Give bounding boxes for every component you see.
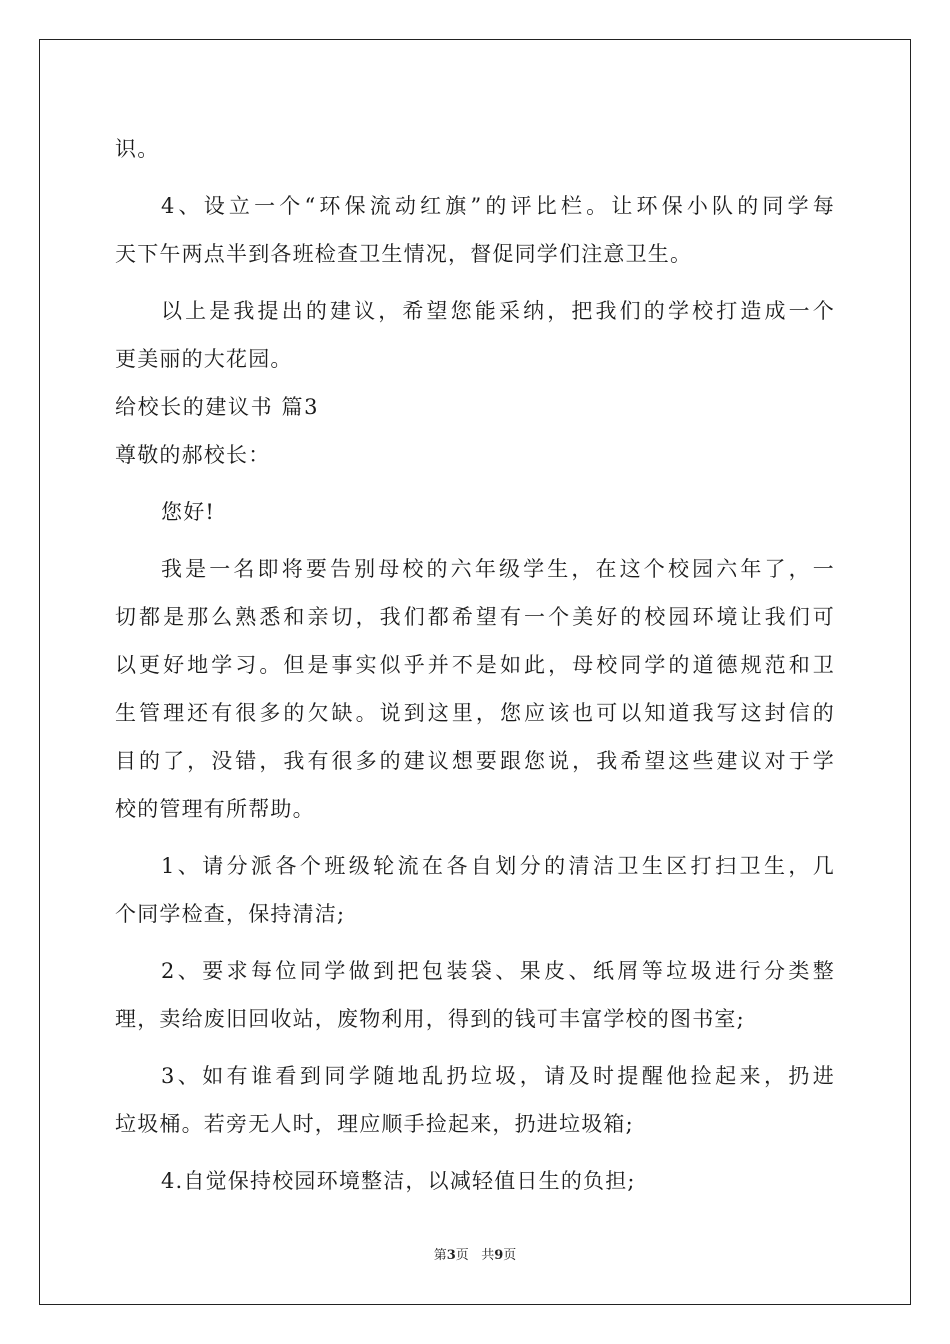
- list-item-4b: 4.自觉保持校园环境整洁，以减轻值日生的负担;: [161, 1169, 636, 1193]
- list-item-2-line-2: 理，卖给废旧回收站，废物利用，得到的钱可丰富学校的图书室;: [115, 1007, 745, 1031]
- list-item-4-line-2: 天下午两点半到各班检查卫生情况，督促同学们注意卫生。: [115, 242, 693, 266]
- list-item-1-line-2: 个同学检查，保持清洁;: [115, 902, 346, 926]
- list-item-1-line-1: 1、请分派各个班级轮流在各自划分的清洁卫生区打扫卫生，几: [161, 854, 835, 878]
- page-number: 3: [446, 1248, 456, 1263]
- total-suffix: 页: [503, 1248, 517, 1263]
- page-suffix: 页: [455, 1248, 469, 1263]
- list-item-2-line-1: 2、要求每位同学做到把包装袋、果皮、纸屑等垃圾进行分类整: [161, 959, 835, 983]
- paragraph-line: 以上是我提出的建议，希望您能采纳，把我们的学校打造成一个: [161, 299, 835, 323]
- list-item-3-line-1: 3、如有谁看到同学随地乱扔垃圾，请及时提醒他捡起来，扔进: [161, 1064, 835, 1088]
- paragraph-line: 目的了，没错，我有很多的建议想要跟您说，我希望这些建议对于学: [115, 749, 835, 773]
- paragraph-line: 我是一名即将要告别母校的六年级学生，在这个校园六年了，一: [161, 557, 835, 581]
- text-line: 识。: [115, 137, 160, 161]
- greeting: 您好!: [161, 500, 216, 524]
- paragraph-line: 切都是那么熟悉和亲切，我们都希望有一个美好的校园环境让我们可: [115, 605, 835, 629]
- total-prefix: 共: [481, 1248, 495, 1263]
- paragraph-line: 校的管理有所帮助。: [115, 797, 315, 821]
- paragraph-line: 生管理还有很多的欠缺。说到这里，您应该也可以知道我写这封信的: [115, 701, 835, 725]
- list-item-4-line-1: 4、设立一个“环保流动红旗”的评比栏。让环保小队的同学每: [161, 194, 835, 218]
- salutation: 尊敬的郝校长：: [115, 443, 271, 467]
- list-item-3-line-2: 垃圾桶。若旁无人时，理应顺手捡起来，扔进垃圾箱;: [115, 1112, 634, 1136]
- page-prefix: 第: [433, 1248, 447, 1263]
- total-pages: 9: [494, 1248, 504, 1263]
- paragraph-line: 更美丽的大花园。: [115, 347, 293, 371]
- page-footer: [0, 1244, 950, 1263]
- document-body: [115, 125, 835, 1205]
- paragraph-line: 以更好地学习。但是事实似乎并不是如此，母校同学的道德规范和卫: [115, 653, 835, 677]
- section-heading: 给校长的建议书 篇3: [115, 395, 320, 419]
